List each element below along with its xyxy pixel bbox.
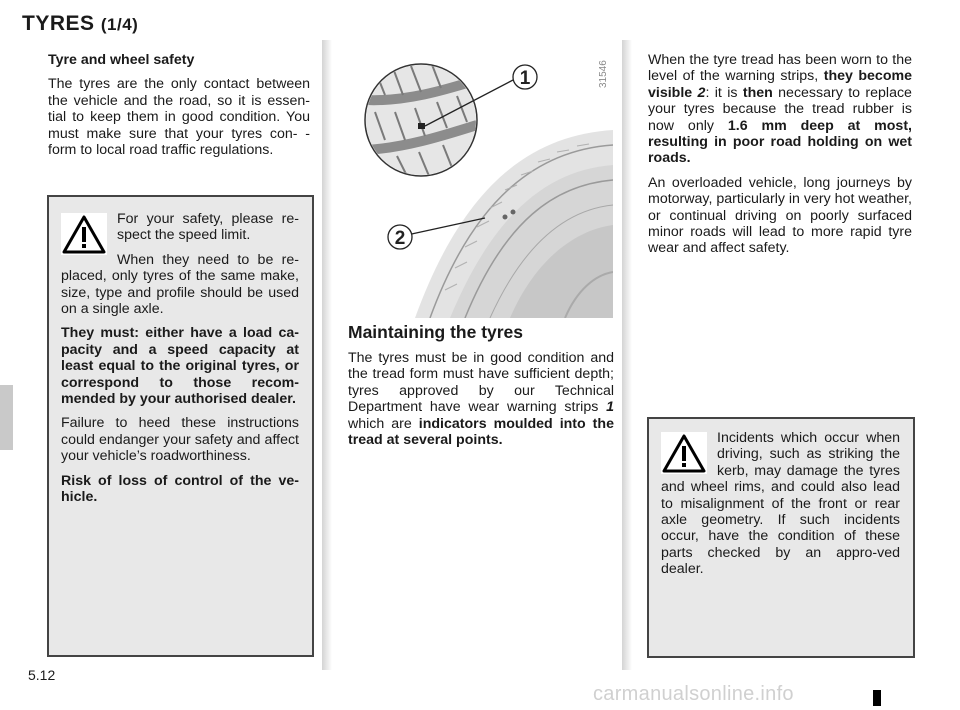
maintaining-heading: Maintaining the tyres bbox=[348, 322, 524, 342]
incidents-warning-text: Incidents which occur when driving, such as striking the kerb, may damage the tyres and wheel rims, and could also lead to misalignment of the front or rear axle geometry. If such incidents occur, have the condition of these parts checked by an appro-ved dealer. bbox=[661, 430, 900, 578]
image-reference-number: 31546 bbox=[598, 60, 609, 88]
callout-2-label: 2 bbox=[394, 228, 406, 249]
page-title-part: (1/4) bbox=[100, 15, 139, 34]
warning-box-left bbox=[47, 195, 314, 657]
page-title: TYRES (1/4) bbox=[22, 12, 139, 35]
page-end-marker bbox=[873, 690, 881, 706]
column-divider-right bbox=[622, 40, 632, 670]
overload-paragraph: An overloaded vehicle, long journeys by motorway, particularly in very hot weather, or continual driving on poorly surfaced minor roads will lead to more rapid tyre wear and affect safety. bbox=[648, 174, 912, 257]
warning-speed-text: For your safety, please re-spect the speed limit. bbox=[117, 211, 299, 244]
warning-triangle-icon bbox=[661, 432, 707, 474]
left-column-text bbox=[48, 52, 310, 158]
column-divider-left bbox=[322, 40, 332, 670]
section-tab bbox=[0, 385, 13, 450]
maintaining-section bbox=[348, 322, 614, 448]
intro-paragraph: The tyres are the only contact between the vehicle and the road, so it is essen-tial to keep them in good condition. You must make sure that your tyres con- -form to local road traffic regulations. bbox=[48, 76, 310, 159]
warning-replace-text: When they need to be re-placed, only tyres of the same make, size, type and profile should be used on a single axle. bbox=[61, 251, 299, 318]
watermark: carmanualsonline.info bbox=[593, 683, 794, 705]
strip-reference-1: 1 bbox=[606, 399, 614, 416]
tyre-illustration bbox=[345, 40, 613, 318]
warning-risk-text: Risk of loss of control of the ve-hicle. bbox=[61, 472, 299, 506]
tread-wear-paragraph: When the tyre tread has been worn to the level of the warning strips, they become visible 2: it is then necessary to replace your tyres because the tread rubber is now only 1.6 mm deep at most, resulting in poor road holding on wet roads. bbox=[648, 52, 912, 167]
callout-1-label: 1 bbox=[519, 68, 531, 89]
right-column-text bbox=[648, 52, 912, 257]
page-number: 5.12 bbox=[28, 667, 56, 683]
maintaining-paragraph: The tyres must be in good condition and the tread form must have sufficient depth; tyres approved by our Technical Department have wear warning strips 1 which are indicators moulded into the tread at several points. bbox=[348, 350, 614, 449]
warning-capacity-text: They must: either have a load ca-pacity and a speed capacity at least equal to the original tyres, or correspond to those recom-mended by your authorised dealer. bbox=[61, 325, 299, 408]
section-heading: Tyre and wheel safety bbox=[48, 52, 195, 68]
warning-failure-text: Failure to heed these instructions could endanger your safety and affect your vehicle’s roadworthiness. bbox=[61, 415, 299, 465]
warning-triangle-icon bbox=[61, 213, 107, 255]
warning-box-right bbox=[647, 417, 915, 658]
